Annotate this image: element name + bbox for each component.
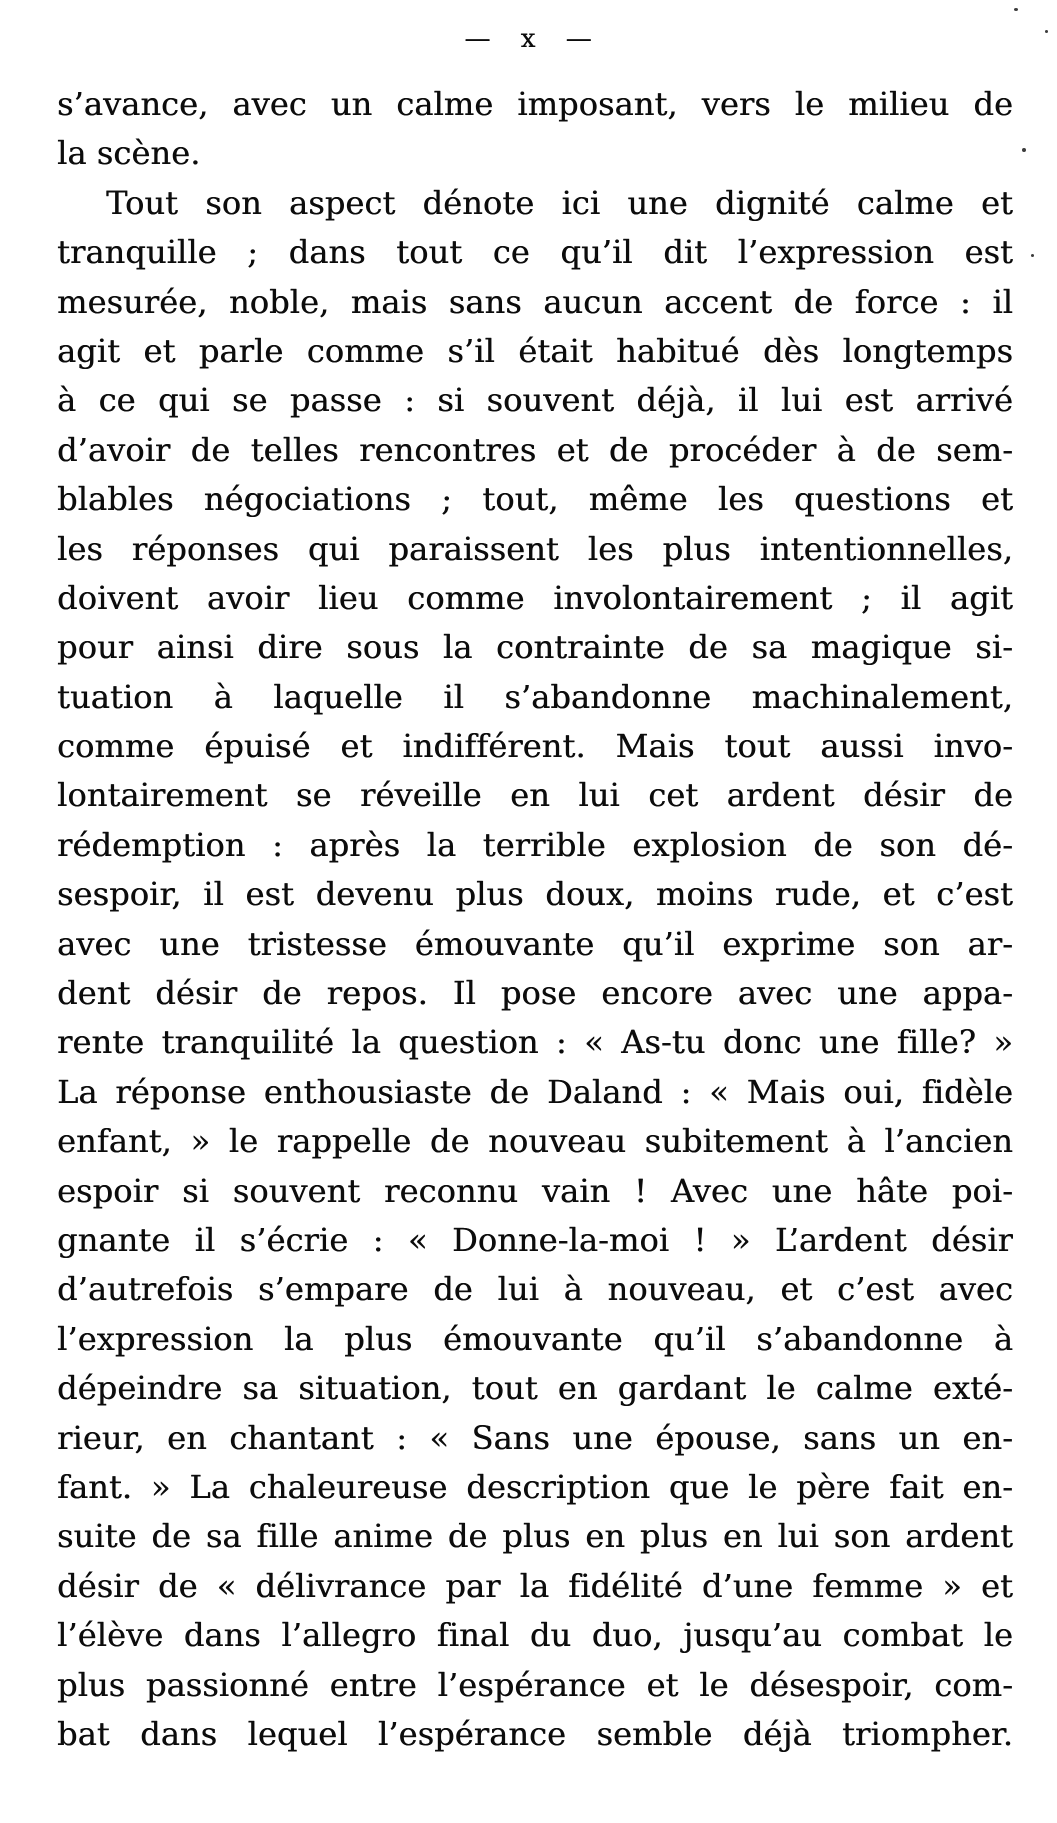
paragraph (57, 80, 1013, 179)
ink-speck (1045, 30, 1048, 33)
text-line: doivent avoir lieu comme involontairement ; il agit (57, 578, 1013, 617)
ink-speck (1022, 148, 1026, 152)
text-line: gnante il s’écrie : « Donne-la-moi ! » L’ardent désir (57, 1220, 1013, 1259)
text-line: la scène. (57, 134, 201, 173)
text-line: d’avoir de telles rencontres et de procéder à de sem- (57, 430, 1013, 469)
ink-speck (1014, 8, 1018, 11)
text-line: tranquille ; dans tout ce qu’il dit l’expression est (57, 233, 1013, 272)
text-line: avec une tristesse émouvante qu’il exprime son ar- (57, 924, 1013, 963)
text-line: rédemption : après la terrible explosion de son dé- (57, 825, 1013, 864)
text-line: Tout son aspect dénote ici une dignité calme et (106, 183, 1013, 222)
text-line: comme épuisé et indifférent. Mais tout aussi invo- (57, 727, 1013, 766)
text-line: l’élève dans l’allegro final du duo, jusqu’au combat le (57, 1616, 1013, 1655)
text-line: rieur, en chantant : « Sans une épouse, sans un en- (57, 1418, 1013, 1457)
text-line: d’autrefois s’empare de lui à nouveau, et c’est avec (57, 1270, 1013, 1309)
page-number: — x — (464, 24, 593, 54)
paragraph (57, 179, 1013, 1760)
text-line: mesurée, noble, mais sans aucun accent de force : il (57, 282, 1013, 321)
text-line: les réponses qui paraissent les plus intentionnelles, (57, 529, 1013, 568)
text-line: espoir si souvent reconnu vain ! Avec une hâte poi- (57, 1171, 1013, 1210)
text-line: sespoir, il est devenu plus doux, moins rude, et c’est (57, 875, 1013, 914)
text-line: agit et parle comme s’il était habitué dès longtemps (57, 331, 1013, 370)
ink-speck (1031, 254, 1034, 257)
text-line: plus passionné entre l’espérance et le désespoir, com- (57, 1665, 1013, 1704)
text-line: pour ainsi dire sous la contrainte de sa magique si- (57, 628, 1013, 667)
text-line: La réponse enthousiaste de Daland : « Mais oui, fidèle (57, 1072, 1013, 1111)
text-line: s’avance, avec un calme imposant, vers le milieu de (57, 85, 1013, 123)
text-block (57, 80, 1013, 1759)
text-line: dent désir de repos. Il pose encore avec une appa- (57, 974, 1013, 1013)
text-line: à ce qui se passe : si souvent déjà, il lui est arrivé (57, 381, 1013, 420)
text-line: fant. » La chaleureuse description que le père fait en- (57, 1467, 1013, 1506)
text-line: enfant, » le rappelle de nouveau subitement à l’ancien (57, 1122, 1013, 1161)
text-line: blables négociations ; tout, même les questions et (57, 480, 1013, 519)
text-line: suite de sa fille anime de plus en plus en lui son ardent (57, 1517, 1013, 1556)
text-line: désir de « délivrance par la fidélité d’une femme » et (57, 1566, 1013, 1605)
text-line: bat dans lequel l’espérance semble déjà triompher. (57, 1714, 1013, 1753)
text-line: dépeindre sa situation, tout en gardant le calme exté- (57, 1369, 1013, 1408)
text-line: lontairement se réveille en lui cet ardent désir de (57, 776, 1013, 815)
text-line: tuation à laquelle il s’abandonne machinalement, (57, 677, 1013, 716)
text-line: l’expression la plus émouvante qu’il s’abandonne à (57, 1319, 1013, 1358)
text-line: rente tranquilité la question : « As-tu donc une fille? » (57, 1023, 1013, 1062)
